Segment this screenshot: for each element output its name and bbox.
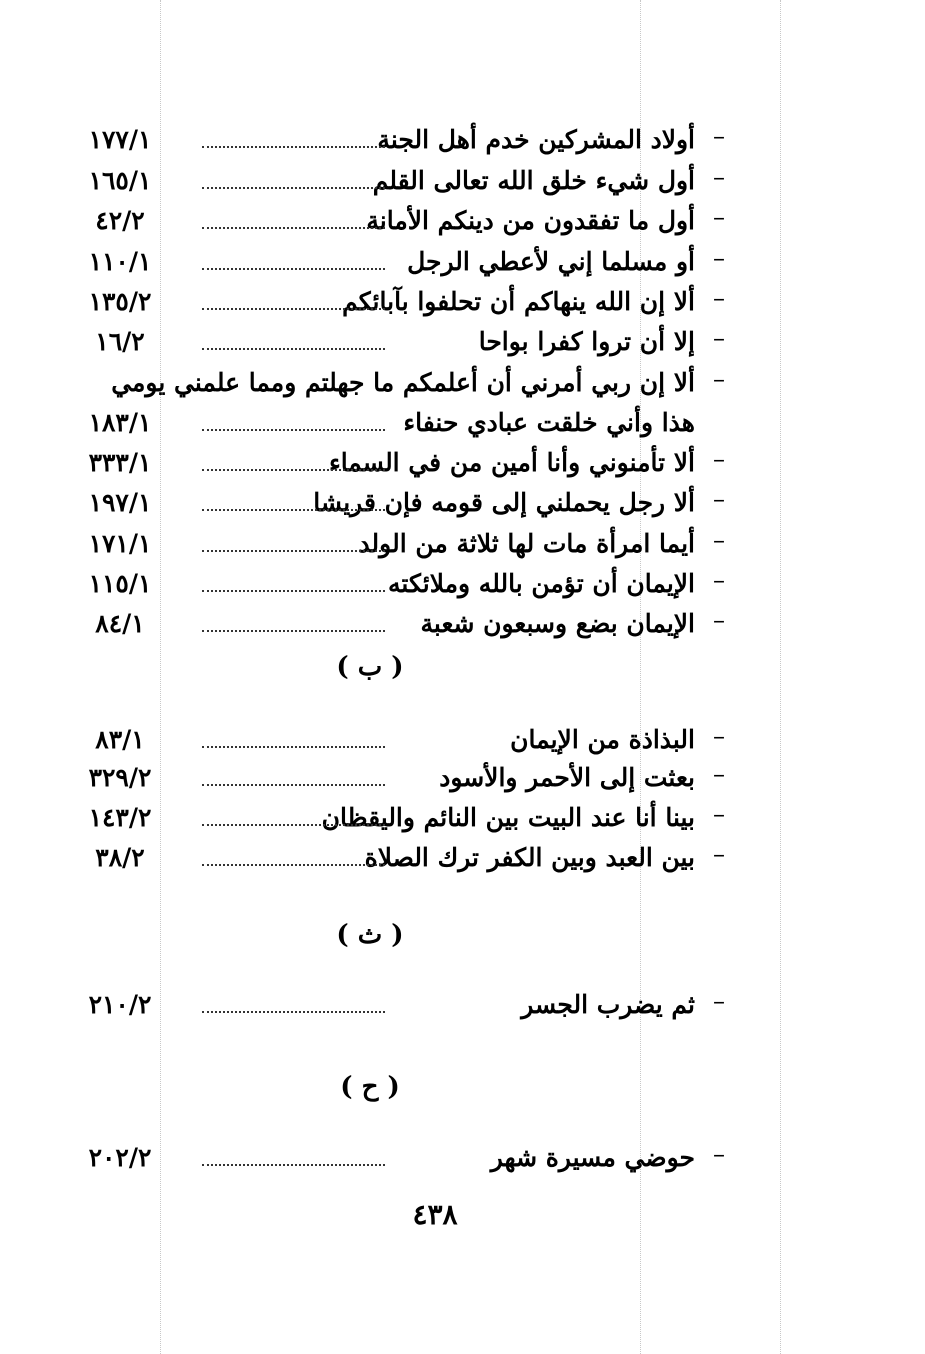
section-heading-ha: ( ح )	[340, 1072, 400, 1102]
volume-page-ref: ٨٤/١	[95, 609, 145, 638]
volume-page-ref: ١٨٣/١	[88, 408, 152, 437]
volume-page-ref: ١٦٥/١	[88, 166, 152, 195]
dot-leader	[202, 864, 385, 866]
entry-dash: –	[713, 1140, 725, 1168]
section-heading-ba: ( ب )	[336, 652, 404, 682]
volume-page-ref: ١١٥/١	[88, 569, 152, 598]
volume-page-ref: ١٤٣/٢	[88, 803, 152, 832]
dot-leader	[202, 630, 385, 632]
hadith-text: بين العبد وبين الكفر ترك الصلاة	[364, 843, 695, 872]
volume-page-ref: ٤٢/٢	[95, 206, 145, 235]
dot-leader	[202, 1164, 385, 1166]
volume-page-ref: ١٧١/١	[88, 529, 152, 558]
hadith-text: أول ما تفقدون من دينكم الأمانة	[366, 206, 695, 235]
volume-page-ref: ١٩٧/١	[88, 488, 152, 517]
hadith-text: بعثت إلى الأحمر والأسود	[439, 763, 695, 792]
dot-leader	[202, 746, 385, 748]
index-entry	[80, 604, 725, 644]
scan-line	[780, 0, 781, 1354]
index-entry-first-line	[80, 363, 725, 403]
index-entry	[80, 720, 725, 760]
volume-page-ref: ٣٨/٢	[95, 843, 145, 872]
hadith-text: هذا وأني خلقت عبادي حنفاء	[403, 408, 695, 437]
hadith-text: حوضي مسيرة شهر	[490, 1143, 695, 1172]
volume-page-ref: ٢١٠/٢	[88, 990, 152, 1019]
index-entry	[80, 524, 725, 564]
dot-leader	[202, 1011, 385, 1013]
entry-dash: –	[713, 800, 725, 828]
entry-dash: –	[713, 445, 725, 473]
index-entry	[80, 985, 725, 1025]
dot-leader	[202, 590, 385, 592]
hadith-text: أيما امرأة مات لها ثلاثة من الولد	[358, 529, 695, 558]
hadith-text: أو مسلما إني لأعطي الرجل	[407, 247, 695, 276]
entry-dash: –	[713, 722, 725, 750]
dot-leader	[202, 784, 385, 786]
section-heading-tha: ( ث )	[336, 920, 404, 950]
volume-page-ref: ١١٠/١	[88, 247, 152, 276]
dot-leader	[202, 146, 385, 148]
index-entry	[80, 282, 725, 322]
entry-dash: –	[713, 122, 725, 150]
entry-dash: –	[713, 987, 725, 1015]
volume-page-ref: ٨٣/١	[95, 725, 145, 754]
index-entry	[80, 242, 725, 282]
entry-dash: –	[713, 840, 725, 868]
hadith-text: ثم يضرب الجسر	[521, 990, 695, 1019]
hadith-text: ألا تأمنوني وأنا أمين من في السماء	[328, 448, 695, 477]
index-entry	[80, 838, 725, 878]
entry-dash: –	[713, 760, 725, 788]
hadith-text: البذاذة من الإيمان	[510, 725, 695, 754]
index-entry	[80, 798, 725, 838]
index-entry	[80, 758, 725, 798]
entry-dash: –	[713, 324, 725, 352]
hadith-text: الإيمان أن تؤمن بالله وملائكته	[388, 569, 695, 598]
dot-leader	[202, 308, 385, 310]
volume-page-ref: ١٧٧/١	[88, 125, 152, 154]
index-entry	[80, 443, 725, 483]
volume-page-ref: ٣٢٩/٢	[88, 763, 152, 792]
entry-dash: –	[713, 203, 725, 231]
dot-leader	[202, 509, 385, 511]
hadith-text: بينا أنا عند البيت بين النائم واليقظان	[321, 803, 695, 832]
hadith-text: أول شيء خلق الله تعالى القلم	[372, 166, 695, 195]
index-entry	[80, 161, 725, 201]
index-entry	[80, 564, 725, 604]
hadith-text: إلا أن تروا كفرا بواحا	[478, 327, 695, 356]
hadith-text: ألا رجل يحملني إلى قومه فإن قريشا	[313, 488, 695, 517]
entry-dash: –	[713, 526, 725, 554]
index-entry	[80, 120, 725, 160]
entry-dash: –	[713, 485, 725, 513]
dot-leader	[202, 469, 385, 471]
hadith-text: أولاد المشركين خدم أهل الجنة	[377, 125, 695, 154]
dot-leader	[202, 268, 385, 270]
dot-leader	[202, 348, 385, 350]
hadith-text: ألا إن الله ينهاكم أن تحلفوا بآبائكم	[342, 287, 695, 316]
index-entry	[80, 322, 725, 362]
volume-page-ref: ٢٠٢/٢	[88, 1143, 152, 1172]
entry-dash: –	[713, 566, 725, 594]
index-entry	[80, 483, 725, 523]
dot-leader	[202, 227, 385, 229]
volume-page-ref: ٣٣٣/١	[88, 448, 152, 477]
entry-dash: –	[713, 606, 725, 634]
hadith-text: ألا إن ربي أمرني أن أعلمكم ما جهلتم ومما علمني يومي	[111, 368, 695, 397]
volume-page-ref: ١٦/٢	[95, 327, 145, 356]
dot-leader	[202, 429, 385, 431]
entry-dash: –	[713, 244, 725, 272]
entry-dash: –	[713, 365, 725, 393]
dot-leader	[202, 550, 385, 552]
entry-dash: –	[713, 284, 725, 312]
index-entry	[80, 1138, 725, 1178]
index-entry	[80, 201, 725, 241]
volume-page-ref: ١٣٥/٢	[88, 287, 152, 316]
page-number: ٤٣٨	[412, 1198, 458, 1231]
dot-leader	[202, 824, 385, 826]
index-entry-continuation	[80, 403, 725, 443]
hadith-text: الإيمان بضع وسبعون شعبة	[420, 609, 695, 638]
entry-dash: –	[713, 163, 725, 191]
dot-leader	[202, 187, 385, 189]
